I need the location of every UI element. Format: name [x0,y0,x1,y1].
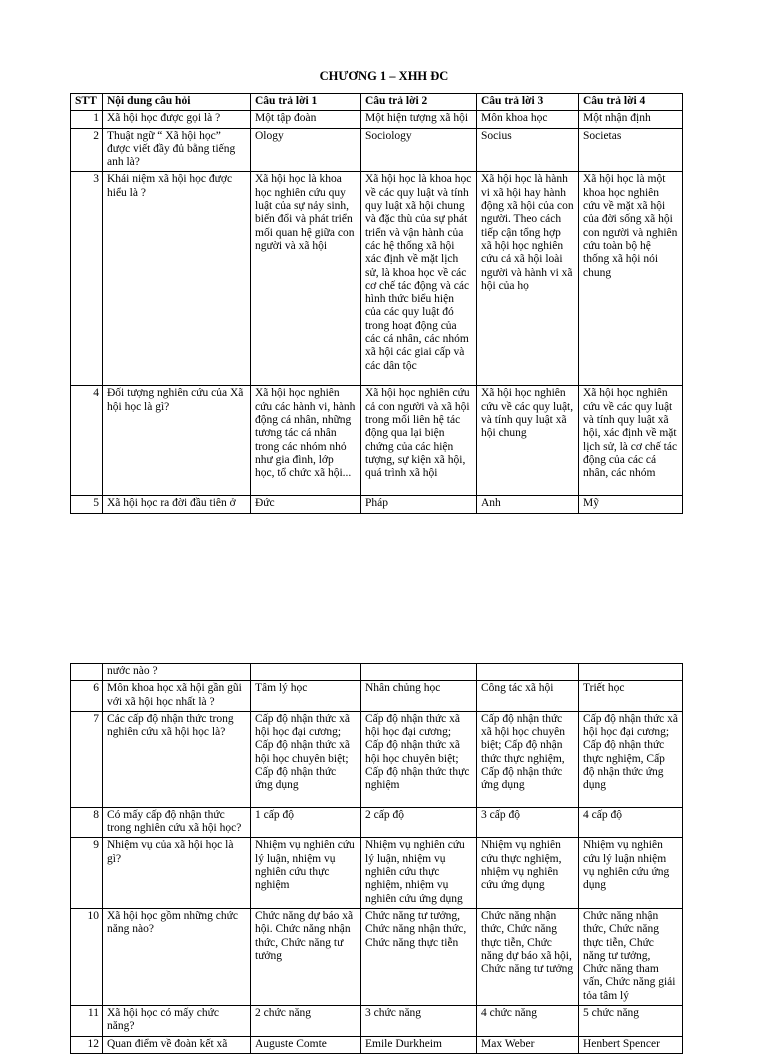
answer-1-cell: Tâm lý học [251,681,361,712]
answer-2-cell: Nhiệm vụ nghiên cứu lý luận, nhiệm vụ nghiên cứu thực nghiệm, nhiệm vụ nghiên cứu ứng dụng [361,838,477,908]
header-answer-1: Câu trả lời 1 [251,94,361,111]
header-answer-3: Câu trả lời 3 [477,94,579,111]
answer-4-cell: Xã hội học là một khoa học nghiên cứu về mặt xã hội của đời sống xã hội con người và nghiên cứu toàn bộ hệ thống xã hội nói chung [579,172,683,386]
question-cell: Xã hội học được gọi là ? [103,111,251,128]
answer-3-cell: Nhiệm vụ nghiên cứu thực nghiệm, nhiệm vụ nghiên cứu ứng dụng [477,838,579,908]
answer-3-cell: Xã hội học là hành vi xã hội hay hành động xã hội của con người. Theo cách tiếp cận tổng hợp xã hội học nghiên cứu cả xã hội loài người và hành vi xã hội của họ [477,172,579,386]
answer-1-cell: 2 chức năng [251,1006,361,1037]
row-number-cell: 6 [71,681,103,712]
table-row [71,496,683,513]
question-cell: Các cấp độ nhận thức trong nghiên cứu xã hội học là? [103,711,251,807]
answer-1-cell: 1 cấp độ [251,807,361,838]
table-row [71,664,683,681]
answer-4-cell: Mỹ [579,496,683,513]
table-row [71,172,683,386]
answer-4-cell: 4 cấp độ [579,807,683,838]
answer-3-cell: Xã hội học nghiên cứu về các quy luật, và tính quy luật xã hội chung [477,386,579,496]
row-number-cell: 11 [71,1006,103,1037]
answer-2-cell: Một hiện tượng xã hội [361,111,477,128]
row-number-cell: 8 [71,807,103,838]
table-row [71,128,683,172]
answer-2-cell [361,664,477,681]
row-number-cell: 2 [71,128,103,172]
header-stt: STT [71,94,103,111]
answer-4-cell: Henbert Spencer [579,1036,683,1053]
answer-2-cell: Nhân chủng học [361,681,477,712]
table-row [71,1006,683,1037]
answer-4-cell: 5 chức năng [579,1006,683,1037]
answer-2-cell: Xã hội học nghiên cứu cả con người và xã hội trong mối liên hệ tác động qua lại biện chứng của các hiện tượng, sự kiện xã hội, quá trình xã hội [361,386,477,496]
header-answer-4: Câu trả lời 4 [579,94,683,111]
answer-2-cell: Pháp [361,496,477,513]
answer-3-cell [477,664,579,681]
answer-4-cell: Xã hội học nghiên cứu về các quy luật và tính quy luật xã hội, xác định về mặt lịch sử, là cơ chế tác động của các cá nhân, các nhóm [579,386,683,496]
row-number-cell: 5 [71,496,103,513]
question-table-part-2 [70,663,683,1054]
answer-4-cell: Chức năng nhận thức, Chức năng thực tiễn, Chức năng tư tưởng, Chức năng tham vấn, Chức năng giải tỏa tâm lý [579,908,683,1005]
table-row [71,711,683,807]
question-cell: Quan điểm về đoàn kết xã [103,1036,251,1053]
answer-1-cell: Xã hội học nghiên cứu các hành vi, hành động cá nhân, những tương tác cá nhân trong các nhóm nhỏ như gia đình, lớp học, tổ chức xã hội... [251,386,361,496]
answer-2-cell: Emile Durkheim [361,1036,477,1053]
answer-1-cell: Nhiệm vụ nghiên cứu lý luận, nhiệm vụ nghiên cứu thực nghiệm [251,838,361,908]
answer-1-cell: Một tập đoàn [251,111,361,128]
answer-2-cell: 2 cấp độ [361,807,477,838]
answer-2-cell: 3 chức năng [361,1006,477,1037]
header-answer-2: Câu trả lời 2 [361,94,477,111]
row-number-cell: 10 [71,908,103,1005]
answer-4-cell: Nhiệm vụ nghiên cứu lý luận nhiệm vụ nghiên cứu ứng dụng [579,838,683,908]
answer-1-cell: Xã hội học là khoa học nghiên cứu quy luật của sự nảy sinh, biến đổi và phát triển mối quan hệ giữa con người và xã hội [251,172,361,386]
question-cell: Thuật ngữ “ Xã hội học” được viết đầy đủ bằng tiếng anh là? [103,128,251,172]
answer-3-cell: Max Weber [477,1036,579,1053]
row-number-cell: 3 [71,172,103,386]
answer-3-cell: Cấp độ nhận thức xã hội học chuyên biệt; Cấp độ nhận thức thực nghiệm, Cấp độ nhận thức ứng dụng [477,711,579,807]
question-cell: Đối tượng nghiên cứu của Xã hội học là gì? [103,386,251,496]
answer-1-cell: Auguste Comte [251,1036,361,1053]
answer-1-cell: Ology [251,128,361,172]
question-cell: Xã hội học ra đời đầu tiên ở [103,496,251,513]
header-question: Nội dung câu hỏi [103,94,251,111]
question-table-part-1 [70,93,683,514]
question-cell: Môn khoa học xã hội gần gũi với xã hội học nhất là ? [103,681,251,712]
row-number-cell: 1 [71,111,103,128]
row-number-cell [71,664,103,681]
question-cell: Nhiệm vụ của xã hội học là gì? [103,838,251,908]
answer-3-cell: 4 chức năng [477,1006,579,1037]
answer-3-cell: Anh [477,496,579,513]
table-row [71,111,683,128]
answer-3-cell: 3 cấp độ [477,807,579,838]
answer-1-cell: Đức [251,496,361,513]
table-row [71,386,683,496]
answer-4-cell: Triết học [579,681,683,712]
table-row [71,838,683,908]
question-cell: nước nào ? [103,664,251,681]
answer-4-cell [579,664,683,681]
answer-3-cell: Chức năng nhận thức, Chức năng thực tiễn, Chức năng dự báo xã hội, Chức năng tư tưởng [477,908,579,1005]
page-title: CHƯƠNG 1 – XHH ĐC [319,69,449,83]
row-number-cell: 7 [71,711,103,807]
row-number-cell: 4 [71,386,103,496]
table-row [71,681,683,712]
answer-2-cell: Xã hội học là khoa học về các quy luật và tính quy luật xã hội chung và đặc thù của sự phát triển và vận hành của các hệ thống xã hội xác định về mặt lịch sử, là khoa học về các cơ chế tác động và các hình thức biểu hiện của các quy luật đó trong hoạt động của các cá nhân, các nhóm xã hội các giai cấp và các dân tộc [361,172,477,386]
answer-1-cell: Cấp độ nhận thức xã hội học đại cương; Cấp độ nhận thức xã hội học chuyên biệt; Cấp độ nhận thức ứng dụng [251,711,361,807]
answer-4-cell: Societas [579,128,683,172]
row-number-cell: 9 [71,838,103,908]
answer-4-cell: Cấp độ nhận thức xã hội học đại cương; Cấp độ nhận thức thực nghiệm, Cấp độ nhận thức ứng dụng [579,711,683,807]
table-header-row [71,94,683,111]
table-row [71,908,683,1005]
answer-3-cell: Công tác xã hội [477,681,579,712]
table-row [71,807,683,838]
question-cell: Khái niệm xã hội học được hiểu là ? [103,172,251,386]
answer-1-cell [251,664,361,681]
table-row [71,1036,683,1053]
question-cell: Có mấy cấp độ nhận thức trong nghiên cứu xã hội học? [103,807,251,838]
question-cell: Xã hội học có mấy chức năng? [103,1006,251,1037]
answer-3-cell: Môn khoa học [477,111,579,128]
answer-1-cell: Chức năng dự báo xã hội. Chức năng nhận thức, Chức năng tư tưởng [251,908,361,1005]
answer-2-cell: Sociology [361,128,477,172]
answer-2-cell: Cấp độ nhận thức xã hội học đại cương; Cấp độ nhận thức xã hội học chuyên biệt; Cấp độ nhận thức thực nghiệm [361,711,477,807]
row-number-cell: 12 [71,1036,103,1053]
question-cell: Xã hội học gồm những chức năng nào? [103,908,251,1005]
answer-4-cell: Một nhận định [579,111,683,128]
answer-3-cell: Socius [477,128,579,172]
answer-2-cell: Chức năng tư tưởng, Chức năng nhận thức, Chức năng thực tiễn [361,908,477,1005]
